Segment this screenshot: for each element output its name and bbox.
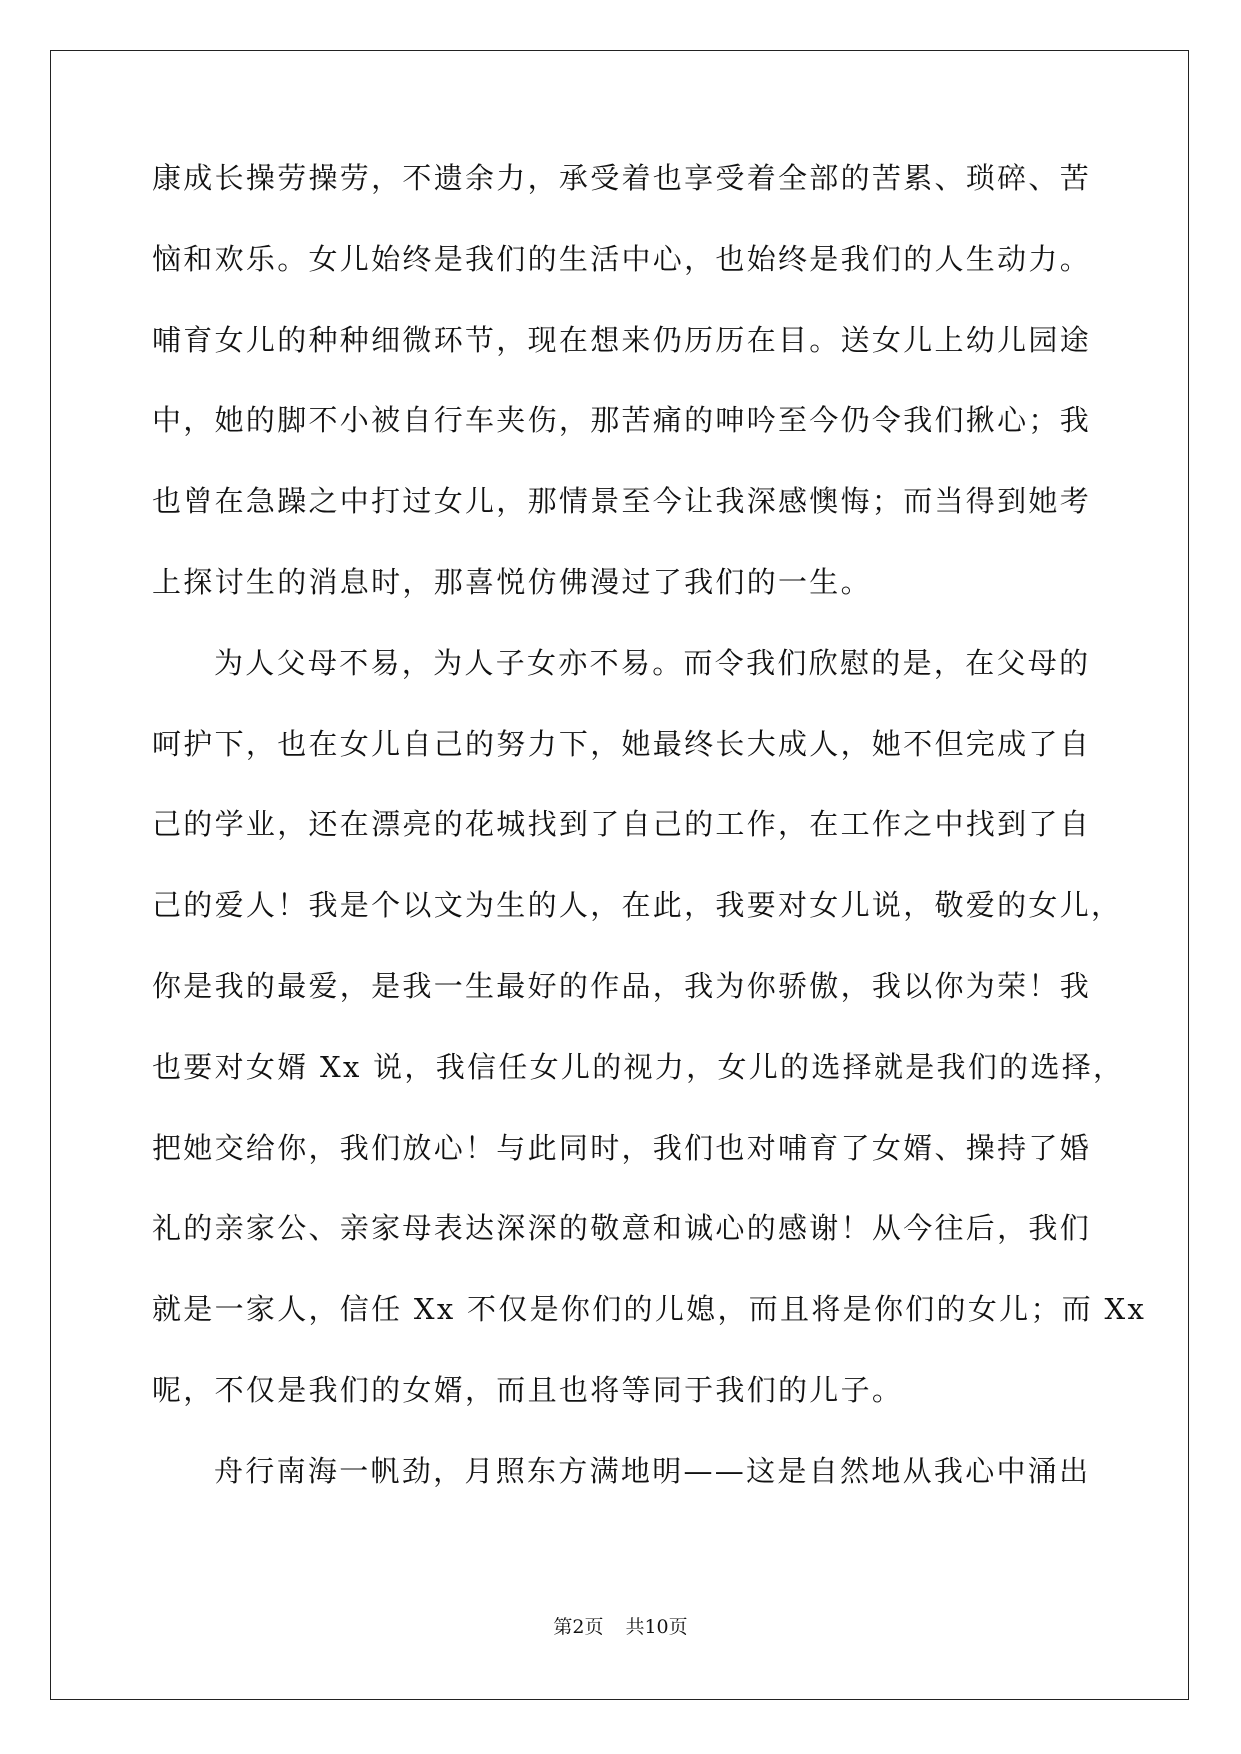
text-line: 你是我的最爱，是我一生最好的作品，我为你骄傲，我以你为荣！我 bbox=[152, 968, 1092, 1003]
page-total: 共10页 bbox=[625, 1616, 688, 1638]
text-line: 中，她的脚不小被自行车夹伤，那苦痛的呻吟至今仍令我们揪心；我 bbox=[152, 403, 1092, 438]
text-line: 也曾在急躁之中打过女儿，那情景至今让我深感懊悔；而当得到她考 bbox=[152, 484, 1092, 519]
page-footer bbox=[0, 1612, 1241, 1639]
text-line: 哺育女儿的种种细微环节，现在想来仍历历在目。送女儿上幼儿园途 bbox=[152, 322, 1092, 357]
text-line: 康成长操劳操劳，不遗余力，承受着也享受着全部的苦累、琐碎、苦 bbox=[152, 161, 1092, 195]
text-line: 己的爱人！我是个以文为生的人，在此，我要对女儿说，敬爱的女儿， bbox=[152, 888, 1123, 923]
text-line: 就是一家人，信任 Xx 不仅是你们的儿媳，而且将是你们的女儿；而 Xx bbox=[152, 1292, 1147, 1327]
text-line: 礼的亲家公、亲家母表达深深的敬意和诚心的感谢！从今往后，我们 bbox=[152, 1211, 1092, 1246]
text-line: 呢，不仅是我们的女婿，而且也将等同于我们的儿子。 bbox=[152, 1372, 904, 1407]
text-line: 也要对女婿 Xx 说，我信任女儿的视力，女儿的选择就是我们的选择， bbox=[152, 1049, 1125, 1084]
paragraph-first-line: 为人父母不易，为人子女亦不易。而令我们欣慰的是，在父母的 bbox=[214, 645, 1091, 680]
text-line: 己的学业，还在漂亮的花城找到了自己的工作，在工作之中找到了自 bbox=[152, 807, 1092, 842]
text-line: 上探讨生的消息时，那喜悦仿佛漫过了我们的一生。 bbox=[152, 564, 872, 599]
document-body bbox=[152, 161, 1147, 1536]
text-line: 恼和欢乐。女儿始终是我们的生活中心，也始终是我们的人生动力。 bbox=[152, 241, 1092, 276]
text-line: 把她交给你，我们放心！与此同时，我们也对哺育了女婿、操持了婚 bbox=[152, 1130, 1092, 1165]
paragraph-first-line: 舟行南海一帆劲，月照东方满地明——这是自然地从我心中涌出 bbox=[214, 1453, 1091, 1488]
page-number: 第2页 bbox=[553, 1616, 604, 1638]
text-line: 呵护下，也在女儿自己的努力下，她最终长大成人，她不但完成了自 bbox=[152, 726, 1092, 761]
